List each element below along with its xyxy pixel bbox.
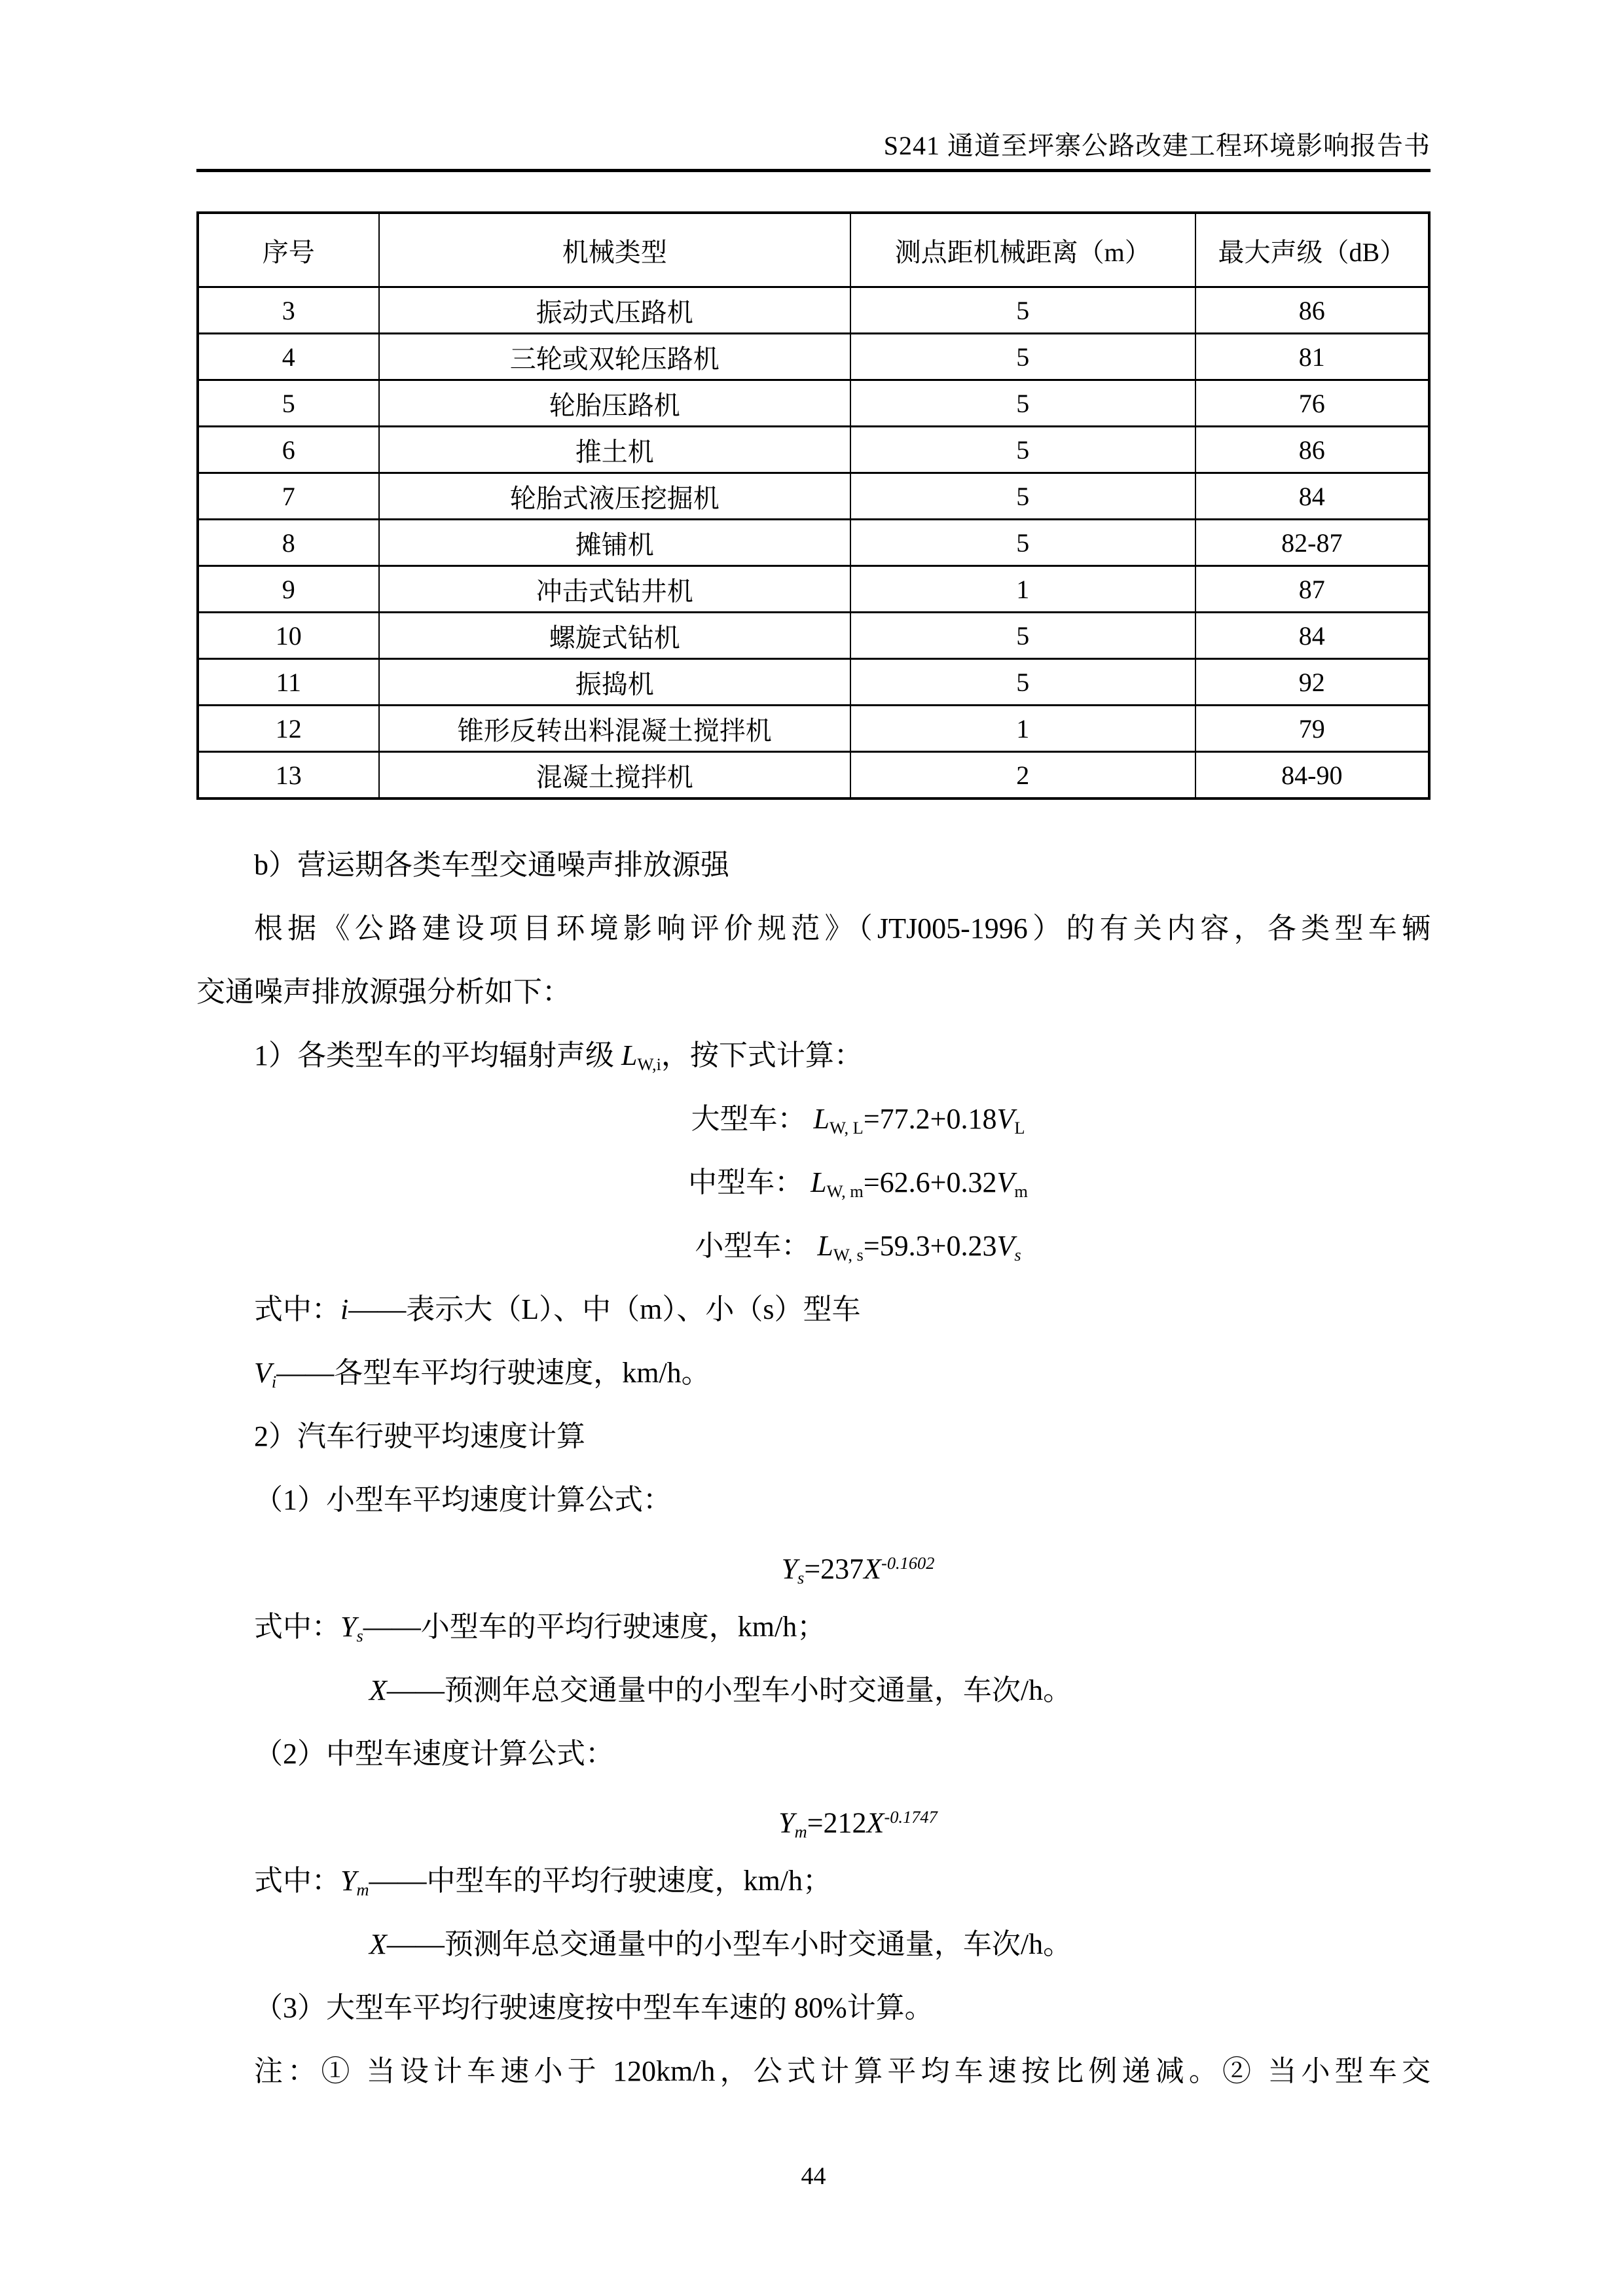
table-cell: 6 <box>198 427 379 473</box>
table-cell: 螺旋式钻机 <box>379 613 850 659</box>
text-segment: ——各型车平均行驶速度，km/h。 <box>276 1357 710 1389</box>
formula-mid-vehicle <box>196 1151 1431 1214</box>
text-segment: Y <box>340 1865 357 1897</box>
table-cell: 混凝土搅拌机 <box>379 752 850 799</box>
text-segment: 交通噪声排放源强分析如下： <box>196 976 571 1008</box>
text-segment: X <box>369 1674 387 1706</box>
table-row <box>198 473 1429 520</box>
line-sub-3 <box>196 1976 1431 2039</box>
table-row <box>198 659 1429 706</box>
table-cell: 86 <box>1195 287 1429 334</box>
text-segment: L <box>817 1230 833 1262</box>
text-segment: W, L <box>830 1117 864 1138</box>
text-segment: W,i <box>637 1054 661 1074</box>
table-cell: 锥形反转出料混凝土搅拌机 <box>379 706 850 752</box>
table-row <box>198 752 1429 799</box>
table-cell: 摊铺机 <box>379 520 850 566</box>
text-segment: =237 <box>804 1552 864 1585</box>
text-segment: 式中： <box>254 1293 340 1325</box>
formula-ys <box>196 1532 1431 1595</box>
table-cell: 13 <box>198 752 379 799</box>
page-header <box>196 131 1431 172</box>
table-header-row <box>198 213 1429 287</box>
table-cell: 振捣机 <box>379 659 850 706</box>
table-cell: 5 <box>850 659 1195 706</box>
page-number: 44 <box>801 2162 826 2190</box>
line-explain-x1 <box>196 1659 1431 1722</box>
table-row <box>198 520 1429 566</box>
text-segment: =59.3+0.23 <box>863 1230 997 1262</box>
table-cell: 7 <box>198 473 379 520</box>
text-segment: 2）汽车行驶平均速度计算 <box>254 1420 585 1452</box>
table-row <box>198 427 1429 473</box>
table-cell: 5 <box>850 427 1195 473</box>
text-segment: 1）各类型车的平均辐射声级 <box>254 1039 621 1071</box>
text-segment: 中型车： <box>688 1166 811 1198</box>
text-segment: X <box>369 1928 387 1960</box>
text-segment: W, s <box>833 1244 864 1265</box>
table-cell: 1 <box>850 566 1195 613</box>
text-segment: b）营运期各类车型交通噪声排放源强 <box>254 849 729 881</box>
machinery-noise-table <box>196 211 1431 800</box>
text-segment: V <box>996 1230 1015 1262</box>
formula-small-vehicle <box>196 1214 1431 1278</box>
text-segment: ，按下式计算： <box>661 1039 863 1071</box>
text-segment: =62.6+0.32 <box>863 1166 997 1198</box>
text-segment: -0.1747 <box>884 1807 938 1827</box>
table-cell: 86 <box>1195 427 1429 473</box>
table-cell: 振动式压路机 <box>379 287 850 334</box>
table-row <box>198 613 1429 659</box>
line-section-b <box>196 833 1431 897</box>
table-cell: 5 <box>850 613 1195 659</box>
text-segment: L <box>813 1103 830 1135</box>
text-segment: ——预测年总交通量中的小型车小时交通量，车次/h。 <box>386 1674 1072 1706</box>
line-explain-ym <box>196 1849 1431 1912</box>
column-header: 测点距机械距离（m） <box>850 213 1195 287</box>
line-explain-ys <box>196 1595 1431 1659</box>
text-segment: m <box>1014 1181 1028 1201</box>
table-cell: 10 <box>198 613 379 659</box>
table-cell: 冲击式钻井机 <box>379 566 850 613</box>
line-sub-2 <box>196 1722 1431 1785</box>
table-cell: 三轮或双轮压路机 <box>379 334 850 380</box>
table-cell: 5 <box>850 380 1195 427</box>
line-explain-x2 <box>196 1912 1431 1976</box>
line-explain-v <box>196 1341 1431 1405</box>
table-cell: 79 <box>1195 706 1429 752</box>
text-segment: 小型车： <box>695 1230 818 1262</box>
table-cell: 5 <box>850 334 1195 380</box>
table-cell: 84 <box>1195 613 1429 659</box>
table-cell: 5 <box>850 473 1195 520</box>
text-segment: s <box>1014 1244 1021 1265</box>
text-segment: L <box>811 1166 827 1198</box>
table-cell: 11 <box>198 659 379 706</box>
line-paragraph-1a <box>196 897 1431 960</box>
text-segment: V <box>996 1103 1015 1135</box>
table-cell: 5 <box>850 520 1195 566</box>
line-item-1 <box>196 1024 1431 1087</box>
column-header: 最大声级（dB） <box>1195 213 1429 287</box>
table-cell: 轮胎式液压挖掘机 <box>379 473 850 520</box>
text-segment: 式中： <box>254 1865 340 1897</box>
table-cell: 1 <box>850 706 1195 752</box>
text-segment: （1）小型车平均速度计算公式： <box>254 1484 672 1516</box>
text-segment: i <box>271 1371 277 1391</box>
text-segment: m <box>356 1879 369 1899</box>
text-segment: -0.1602 <box>881 1553 935 1573</box>
table-row <box>198 380 1429 427</box>
text-segment: （2）中型车速度计算公式： <box>254 1738 614 1770</box>
table-cell: 2 <box>850 752 1195 799</box>
header-title: S241 通道至坪寨公路改建工程环境影响报告书 <box>883 131 1431 160</box>
table-cell: 3 <box>198 287 379 334</box>
text-segment: i <box>340 1293 349 1325</box>
table-cell: 5 <box>198 380 379 427</box>
text-segment: =212 <box>807 1806 867 1839</box>
line-explain-i <box>196 1278 1431 1341</box>
table-cell: 84-90 <box>1195 752 1429 799</box>
table-cell: 76 <box>1195 380 1429 427</box>
table-cell: 84 <box>1195 473 1429 520</box>
text-segment: Y <box>781 1552 798 1585</box>
line-paragraph-1b <box>196 960 1431 1024</box>
text-segment: W, m <box>826 1181 864 1201</box>
text-segment: Y <box>778 1806 795 1839</box>
text-segment: ——小型车的平均行驶速度，km/h； <box>363 1611 826 1643</box>
table-cell: 轮胎压路机 <box>379 380 850 427</box>
text-segment: V <box>996 1166 1015 1198</box>
text-segment: m <box>794 1821 807 1842</box>
text-segment: =77.2+0.18 <box>863 1103 997 1135</box>
text-segment: ——表示大（L）、中（m）、小（s）型车 <box>348 1293 861 1325</box>
text-segment: 注：① 当设计车速小于 120km/h，公式计算平均车速按比例递减。② 当小型车交 <box>254 2055 1431 2087</box>
table-cell: 81 <box>1195 334 1429 380</box>
line-note <box>196 2039 1431 2103</box>
text-segment: L <box>621 1039 638 1071</box>
table-cell: 92 <box>1195 659 1429 706</box>
line-sub-1 <box>196 1468 1431 1532</box>
table-cell: 87 <box>1195 566 1429 613</box>
table-row <box>198 334 1429 380</box>
table-cell: 5 <box>850 287 1195 334</box>
text-segment: 式中： <box>254 1611 340 1643</box>
body-text <box>196 833 1431 2103</box>
table-row <box>198 287 1429 334</box>
table-cell: 8 <box>198 520 379 566</box>
text-segment: 根据《公路建设项目环境影响评价规范》（JTJ005-1996）的有关内容，各类型车辆 <box>254 912 1431 944</box>
table-row <box>198 706 1429 752</box>
text-segment: s <box>797 1568 805 1588</box>
text-segment: L <box>1014 1117 1025 1138</box>
table-cell: 9 <box>198 566 379 613</box>
table-cell: 4 <box>198 334 379 380</box>
formula-ym <box>196 1785 1431 1849</box>
text-segment: X <box>864 1552 882 1585</box>
text-segment: V <box>254 1357 272 1389</box>
table-row <box>198 566 1429 613</box>
text-segment: X <box>866 1806 884 1839</box>
text-segment: 大型车： <box>691 1103 814 1135</box>
text-segment: Y <box>340 1611 357 1643</box>
formula-large-vehicle <box>196 1087 1431 1151</box>
column-header: 序号 <box>198 213 379 287</box>
line-item-2 <box>196 1405 1431 1468</box>
column-header: 机械类型 <box>379 213 850 287</box>
text-segment: s <box>356 1625 363 1645</box>
table-cell: 82-87 <box>1195 520 1429 566</box>
text-segment: ——中型车的平均行驶速度，km/h； <box>369 1865 831 1897</box>
text-segment: ——预测年总交通量中的小型车小时交通量，车次/h。 <box>386 1928 1072 1960</box>
table-cell: 12 <box>198 706 379 752</box>
table-cell: 推土机 <box>379 427 850 473</box>
text-segment: （3）大型车平均行驶速度按中型车车速的 80%计算。 <box>254 1992 934 2024</box>
